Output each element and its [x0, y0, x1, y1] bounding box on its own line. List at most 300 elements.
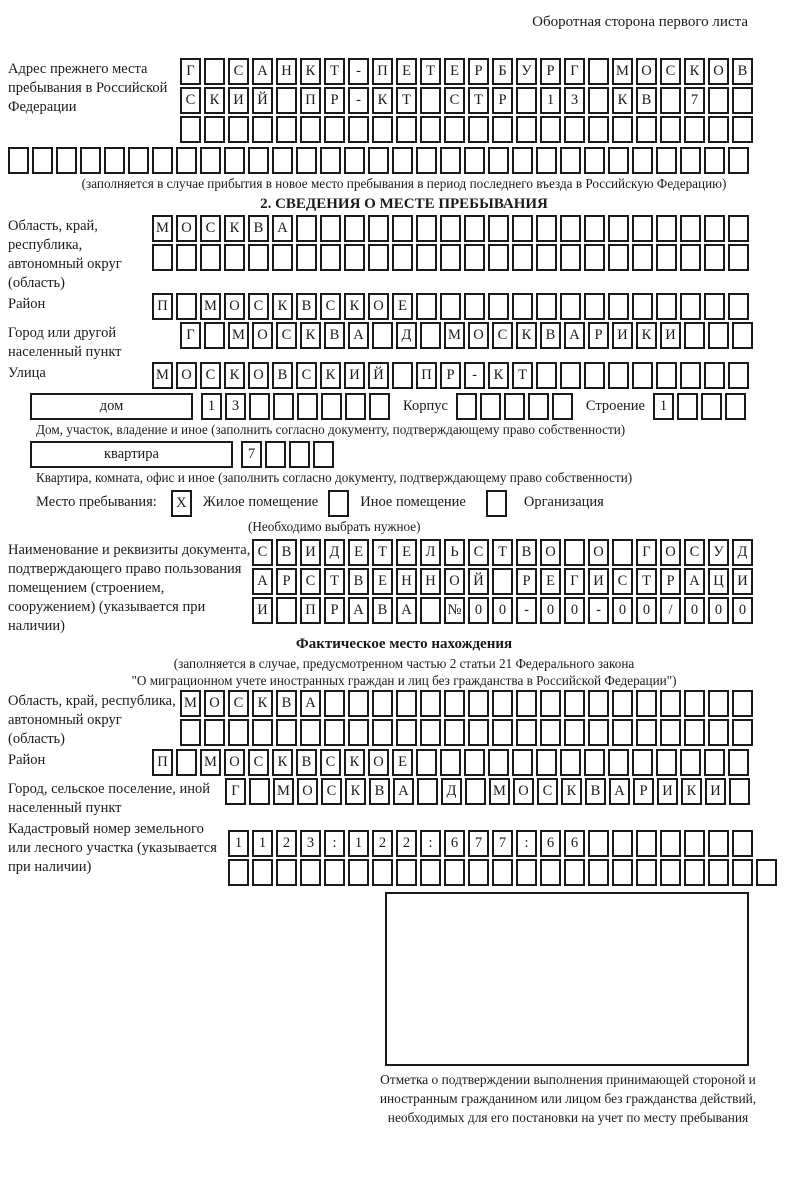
char-cell[interactable] — [704, 293, 725, 320]
char-cell[interactable]: О — [636, 58, 657, 85]
char-cell[interactable]: О — [204, 690, 225, 717]
char-cell[interactable]: А — [393, 778, 414, 805]
char-cell[interactable]: С — [252, 539, 273, 566]
char-cell[interactable]: Г — [564, 58, 585, 85]
char-cell[interactable] — [732, 322, 753, 349]
char-cell[interactable]: К — [272, 749, 293, 776]
char-cell[interactable]: Е — [348, 539, 369, 566]
char-cell[interactable] — [324, 690, 345, 717]
char-cell[interactable] — [440, 749, 461, 776]
char-cell[interactable] — [492, 859, 513, 886]
char-cell[interactable]: 7 — [684, 87, 705, 114]
char-cell[interactable] — [660, 116, 681, 143]
char-cell[interactable] — [612, 830, 633, 857]
char-cell[interactable]: П — [300, 87, 321, 114]
char-cell[interactable]: А — [348, 322, 369, 349]
char-cell[interactable] — [608, 147, 629, 174]
char-cell[interactable]: : — [420, 830, 441, 857]
char-cell[interactable]: В — [248, 215, 269, 242]
char-cell[interactable] — [324, 719, 345, 746]
char-cell[interactable]: Т — [512, 362, 533, 389]
char-cell[interactable] — [656, 215, 677, 242]
char-cell[interactable] — [677, 393, 698, 420]
char-cell[interactable] — [440, 244, 461, 271]
char-cell[interactable] — [684, 690, 705, 717]
char-cell[interactable] — [560, 244, 581, 271]
char-cell[interactable] — [392, 147, 413, 174]
char-cell[interactable]: М — [152, 362, 173, 389]
char-cell[interactable]: П — [416, 362, 437, 389]
char-cell[interactable]: М — [152, 215, 173, 242]
char-cell[interactable] — [680, 215, 701, 242]
char-cell[interactable]: О — [444, 568, 465, 595]
char-cell[interactable] — [276, 859, 297, 886]
char-cell[interactable] — [204, 322, 225, 349]
char-cell[interactable]: К — [344, 293, 365, 320]
char-cell[interactable] — [416, 147, 437, 174]
char-cell[interactable] — [344, 215, 365, 242]
checkbox-organization[interactable] — [486, 490, 510, 517]
char-cell[interactable]: В — [732, 58, 753, 85]
char-cell[interactable]: Б — [492, 58, 513, 85]
char-cell[interactable]: Т — [492, 539, 513, 566]
char-cell[interactable] — [204, 58, 225, 85]
char-cell[interactable] — [300, 719, 321, 746]
char-cell[interactable]: С — [468, 539, 489, 566]
char-cell[interactable]: В — [369, 778, 390, 805]
char-cell[interactable]: 0 — [540, 597, 561, 624]
char-cell[interactable]: О — [540, 539, 561, 566]
char-cell[interactable] — [488, 147, 509, 174]
char-cell[interactable]: Д — [441, 778, 462, 805]
char-cell[interactable]: Р — [440, 362, 461, 389]
char-cell[interactable] — [224, 147, 245, 174]
char-cell[interactable] — [200, 244, 221, 271]
char-cell[interactable]: М — [200, 749, 221, 776]
char-cell[interactable]: 7 — [468, 830, 489, 857]
char-cell[interactable] — [725, 393, 746, 420]
char-cell[interactable]: М — [228, 322, 249, 349]
char-cell[interactable]: 0 — [708, 597, 729, 624]
char-cell[interactable] — [289, 441, 310, 468]
char-cell[interactable] — [536, 244, 557, 271]
char-cell[interactable]: В — [276, 539, 297, 566]
char-cell[interactable]: Н — [276, 58, 297, 85]
char-cell[interactable]: 1 — [228, 830, 249, 857]
char-cell[interactable]: 0 — [564, 597, 585, 624]
char-cell[interactable]: - — [348, 58, 369, 85]
char-cell[interactable] — [444, 690, 465, 717]
char-cell[interactable]: Ь — [444, 539, 465, 566]
char-cell[interactable]: № — [444, 597, 465, 624]
char-cell[interactable] — [464, 293, 485, 320]
char-cell[interactable] — [512, 215, 533, 242]
char-cell[interactable] — [728, 244, 749, 271]
char-cell[interactable] — [680, 244, 701, 271]
char-cell[interactable]: О — [224, 293, 245, 320]
char-cell[interactable]: О — [660, 539, 681, 566]
char-cell[interactable]: - — [348, 87, 369, 114]
char-cell[interactable] — [540, 690, 561, 717]
char-cell[interactable] — [564, 116, 585, 143]
char-cell[interactable]: 6 — [540, 830, 561, 857]
char-cell[interactable]: И — [588, 568, 609, 595]
char-cell[interactable] — [252, 859, 273, 886]
char-cell[interactable] — [368, 244, 389, 271]
char-cell[interactable]: 1 — [653, 393, 674, 420]
char-cell[interactable]: В — [296, 749, 317, 776]
char-cell[interactable] — [152, 147, 173, 174]
char-cell[interactable] — [8, 147, 29, 174]
char-cell[interactable] — [512, 293, 533, 320]
char-cell[interactable] — [536, 147, 557, 174]
char-cell[interactable] — [320, 244, 341, 271]
char-cell[interactable] — [488, 244, 509, 271]
char-cell[interactable] — [732, 830, 753, 857]
char-cell[interactable] — [612, 719, 633, 746]
char-cell[interactable] — [320, 147, 341, 174]
char-cell[interactable] — [228, 719, 249, 746]
char-cell[interactable]: М — [444, 322, 465, 349]
char-cell[interactable]: 0 — [612, 597, 633, 624]
char-cell[interactable]: Р — [468, 58, 489, 85]
char-cell[interactable] — [704, 749, 725, 776]
char-cell[interactable]: С — [684, 539, 705, 566]
char-cell[interactable] — [492, 719, 513, 746]
char-cell[interactable]: П — [152, 749, 173, 776]
char-cell[interactable]: П — [300, 597, 321, 624]
char-cell[interactable]: Г — [564, 568, 585, 595]
char-cell[interactable] — [560, 362, 581, 389]
char-cell[interactable] — [344, 147, 365, 174]
char-cell[interactable] — [512, 147, 533, 174]
char-cell[interactable] — [420, 859, 441, 886]
char-cell[interactable] — [372, 322, 393, 349]
char-cell[interactable] — [552, 393, 573, 420]
char-cell[interactable]: К — [636, 322, 657, 349]
char-cell[interactable]: С — [320, 749, 341, 776]
char-cell[interactable] — [488, 293, 509, 320]
char-cell[interactable]: С — [537, 778, 558, 805]
char-cell[interactable]: 2 — [396, 830, 417, 857]
char-cell[interactable] — [684, 859, 705, 886]
char-cell[interactable] — [660, 859, 681, 886]
char-cell[interactable]: И — [732, 568, 753, 595]
char-cell[interactable]: / — [660, 597, 681, 624]
char-cell[interactable] — [276, 116, 297, 143]
char-cell[interactable]: Т — [396, 87, 417, 114]
char-cell[interactable]: У — [516, 58, 537, 85]
char-cell[interactable] — [516, 116, 537, 143]
char-cell[interactable] — [324, 859, 345, 886]
char-cell[interactable] — [656, 147, 677, 174]
char-cell[interactable]: М — [200, 293, 221, 320]
char-cell[interactable]: 1 — [540, 87, 561, 114]
char-cell[interactable] — [608, 215, 629, 242]
char-cell[interactable] — [249, 778, 270, 805]
char-cell[interactable] — [732, 116, 753, 143]
char-cell[interactable]: И — [228, 87, 249, 114]
char-cell[interactable] — [416, 215, 437, 242]
char-cell[interactable]: К — [561, 778, 582, 805]
char-cell[interactable]: 1 — [252, 830, 273, 857]
char-cell[interactable] — [492, 568, 513, 595]
char-cell[interactable]: Г — [225, 778, 246, 805]
char-cell[interactable] — [276, 597, 297, 624]
char-cell[interactable] — [276, 719, 297, 746]
char-cell[interactable] — [440, 215, 461, 242]
char-cell[interactable] — [732, 690, 753, 717]
char-cell[interactable]: К — [684, 58, 705, 85]
char-cell[interactable] — [248, 147, 269, 174]
char-cell[interactable]: С — [320, 293, 341, 320]
char-cell[interactable]: Е — [444, 58, 465, 85]
char-cell[interactable]: О — [297, 778, 318, 805]
char-cell[interactable]: 7 — [492, 830, 513, 857]
char-cell[interactable]: Д — [732, 539, 753, 566]
char-cell[interactable]: О — [368, 293, 389, 320]
char-cell[interactable] — [348, 719, 369, 746]
char-cell[interactable] — [324, 116, 345, 143]
char-cell[interactable]: Р — [492, 87, 513, 114]
char-cell[interactable]: Р — [324, 597, 345, 624]
char-cell[interactable] — [528, 393, 549, 420]
char-cell[interactable]: 6 — [564, 830, 585, 857]
char-cell[interactable] — [728, 293, 749, 320]
char-cell[interactable] — [636, 116, 657, 143]
char-cell[interactable] — [444, 116, 465, 143]
char-cell[interactable] — [612, 539, 633, 566]
char-cell[interactable] — [56, 147, 77, 174]
char-cell[interactable] — [272, 147, 293, 174]
char-cell[interactable]: 3 — [300, 830, 321, 857]
char-cell[interactable] — [588, 859, 609, 886]
char-cell[interactable]: В — [636, 87, 657, 114]
char-cell[interactable]: А — [609, 778, 630, 805]
char-cell[interactable] — [632, 215, 653, 242]
char-cell[interactable]: К — [272, 293, 293, 320]
char-cell[interactable] — [608, 749, 629, 776]
char-cell[interactable] — [560, 215, 581, 242]
char-cell[interactable] — [584, 147, 605, 174]
char-cell[interactable] — [756, 859, 777, 886]
char-cell[interactable] — [396, 859, 417, 886]
char-cell[interactable] — [468, 859, 489, 886]
char-cell[interactable] — [680, 147, 701, 174]
char-cell[interactable] — [588, 116, 609, 143]
char-cell[interactable] — [224, 244, 245, 271]
char-cell[interactable]: 7 — [241, 441, 262, 468]
char-cell[interactable]: Е — [372, 568, 393, 595]
char-cell[interactable] — [516, 87, 537, 114]
char-cell[interactable]: К — [345, 778, 366, 805]
char-cell[interactable]: А — [252, 568, 273, 595]
other-premises-checkbox[interactable] — [328, 490, 349, 517]
char-cell[interactable]: С — [444, 87, 465, 114]
char-cell[interactable] — [536, 293, 557, 320]
char-cell[interactable] — [180, 116, 201, 143]
char-cell[interactable] — [512, 244, 533, 271]
char-cell[interactable] — [265, 441, 286, 468]
char-cell[interactable] — [680, 749, 701, 776]
char-cell[interactable] — [608, 293, 629, 320]
char-cell[interactable]: : — [516, 830, 537, 857]
char-cell[interactable] — [300, 116, 321, 143]
char-cell[interactable] — [636, 859, 657, 886]
char-cell[interactable]: В — [276, 690, 297, 717]
char-cell[interactable] — [272, 244, 293, 271]
char-cell[interactable]: А — [272, 215, 293, 242]
char-cell[interactable] — [392, 215, 413, 242]
char-cell[interactable] — [608, 362, 629, 389]
char-cell[interactable]: А — [348, 597, 369, 624]
char-cell[interactable]: Т — [420, 58, 441, 85]
char-cell[interactable]: Е — [396, 539, 417, 566]
char-cell[interactable]: Т — [324, 58, 345, 85]
char-cell[interactable]: С — [200, 362, 221, 389]
char-cell[interactable] — [588, 830, 609, 857]
char-cell[interactable]: К — [612, 87, 633, 114]
char-cell[interactable]: Т — [372, 539, 393, 566]
char-cell[interactable]: 2 — [276, 830, 297, 857]
char-cell[interactable]: А — [684, 568, 705, 595]
char-cell[interactable] — [588, 719, 609, 746]
char-cell[interactable] — [104, 147, 125, 174]
char-cell[interactable] — [464, 215, 485, 242]
char-cell[interactable] — [480, 393, 501, 420]
char-cell[interactable]: - — [516, 597, 537, 624]
char-cell[interactable]: Р — [276, 568, 297, 595]
char-cell[interactable] — [632, 244, 653, 271]
char-cell[interactable] — [708, 830, 729, 857]
char-cell[interactable] — [636, 830, 657, 857]
char-cell[interactable] — [444, 719, 465, 746]
char-cell[interactable] — [584, 215, 605, 242]
char-cell[interactable] — [313, 441, 334, 468]
char-cell[interactable] — [684, 322, 705, 349]
char-cell[interactable]: О — [248, 362, 269, 389]
char-cell[interactable] — [684, 719, 705, 746]
char-cell[interactable]: В — [348, 568, 369, 595]
char-cell[interactable] — [392, 362, 413, 389]
char-cell[interactable]: К — [488, 362, 509, 389]
char-cell[interactable] — [273, 393, 294, 420]
char-cell[interactable] — [516, 859, 537, 886]
char-cell[interactable]: А — [396, 597, 417, 624]
char-cell[interactable]: К — [204, 87, 225, 114]
char-cell[interactable] — [732, 859, 753, 886]
char-cell[interactable] — [297, 393, 318, 420]
char-cell[interactable] — [296, 215, 317, 242]
char-cell[interactable] — [488, 749, 509, 776]
char-cell[interactable]: А — [300, 690, 321, 717]
char-cell[interactable]: Р — [660, 568, 681, 595]
char-cell[interactable] — [680, 362, 701, 389]
char-cell[interactable] — [540, 859, 561, 886]
char-cell[interactable]: Л — [420, 539, 441, 566]
char-cell[interactable] — [249, 393, 270, 420]
char-cell[interactable]: М — [489, 778, 510, 805]
char-cell[interactable] — [468, 719, 489, 746]
checkbox-other-premises[interactable] — [328, 490, 352, 517]
char-cell[interactable]: 0 — [636, 597, 657, 624]
char-cell[interactable] — [368, 215, 389, 242]
char-cell[interactable]: И — [612, 322, 633, 349]
char-cell[interactable] — [536, 749, 557, 776]
char-cell[interactable]: 2 — [372, 830, 393, 857]
char-cell[interactable] — [729, 778, 750, 805]
char-cell[interactable]: 1 — [201, 393, 222, 420]
char-cell[interactable]: К — [344, 749, 365, 776]
char-cell[interactable]: С — [300, 568, 321, 595]
char-cell[interactable] — [584, 244, 605, 271]
char-cell[interactable] — [248, 244, 269, 271]
char-cell[interactable] — [440, 147, 461, 174]
char-cell[interactable]: О — [252, 322, 273, 349]
char-cell[interactable] — [632, 293, 653, 320]
char-cell[interactable] — [516, 719, 537, 746]
char-cell[interactable]: В — [540, 322, 561, 349]
char-cell[interactable]: К — [516, 322, 537, 349]
char-cell[interactable] — [564, 859, 585, 886]
char-cell[interactable]: О — [588, 539, 609, 566]
char-cell[interactable]: Е — [396, 58, 417, 85]
char-cell[interactable] — [320, 215, 341, 242]
char-cell[interactable]: С — [296, 362, 317, 389]
char-cell[interactable] — [456, 393, 477, 420]
char-cell[interactable]: У — [708, 539, 729, 566]
char-cell[interactable]: М — [273, 778, 294, 805]
char-cell[interactable]: 0 — [732, 597, 753, 624]
char-cell[interactable]: Н — [420, 568, 441, 595]
char-cell[interactable] — [684, 116, 705, 143]
char-cell[interactable] — [608, 244, 629, 271]
char-cell[interactable]: 3 — [564, 87, 585, 114]
char-cell[interactable]: Р — [516, 568, 537, 595]
char-cell[interactable]: С — [248, 749, 269, 776]
char-cell[interactable]: 1 — [348, 830, 369, 857]
char-cell[interactable] — [348, 690, 369, 717]
char-cell[interactable]: И — [705, 778, 726, 805]
char-cell[interactable]: В — [272, 362, 293, 389]
char-cell[interactable]: М — [612, 58, 633, 85]
char-cell[interactable]: Е — [392, 749, 413, 776]
char-cell[interactable]: Й — [368, 362, 389, 389]
char-cell[interactable]: - — [464, 362, 485, 389]
char-cell[interactable] — [660, 87, 681, 114]
char-cell[interactable] — [392, 244, 413, 271]
char-cell[interactable] — [300, 859, 321, 886]
char-cell[interactable] — [564, 690, 585, 717]
char-cell[interactable]: С — [180, 87, 201, 114]
char-cell[interactable]: И — [252, 597, 273, 624]
char-cell[interactable] — [204, 719, 225, 746]
char-cell[interactable] — [32, 147, 53, 174]
char-cell[interactable]: А — [252, 58, 273, 85]
char-cell[interactable]: И — [657, 778, 678, 805]
char-cell[interactable] — [708, 719, 729, 746]
char-cell[interactable]: О — [224, 749, 245, 776]
char-cell[interactable]: Р — [633, 778, 654, 805]
char-cell[interactable]: С — [248, 293, 269, 320]
char-cell[interactable] — [372, 690, 393, 717]
char-cell[interactable]: 6 — [444, 830, 465, 857]
char-cell[interactable] — [588, 690, 609, 717]
char-cell[interactable] — [512, 749, 533, 776]
char-cell[interactable] — [492, 690, 513, 717]
char-cell[interactable] — [612, 859, 633, 886]
char-cell[interactable]: К — [252, 690, 273, 717]
